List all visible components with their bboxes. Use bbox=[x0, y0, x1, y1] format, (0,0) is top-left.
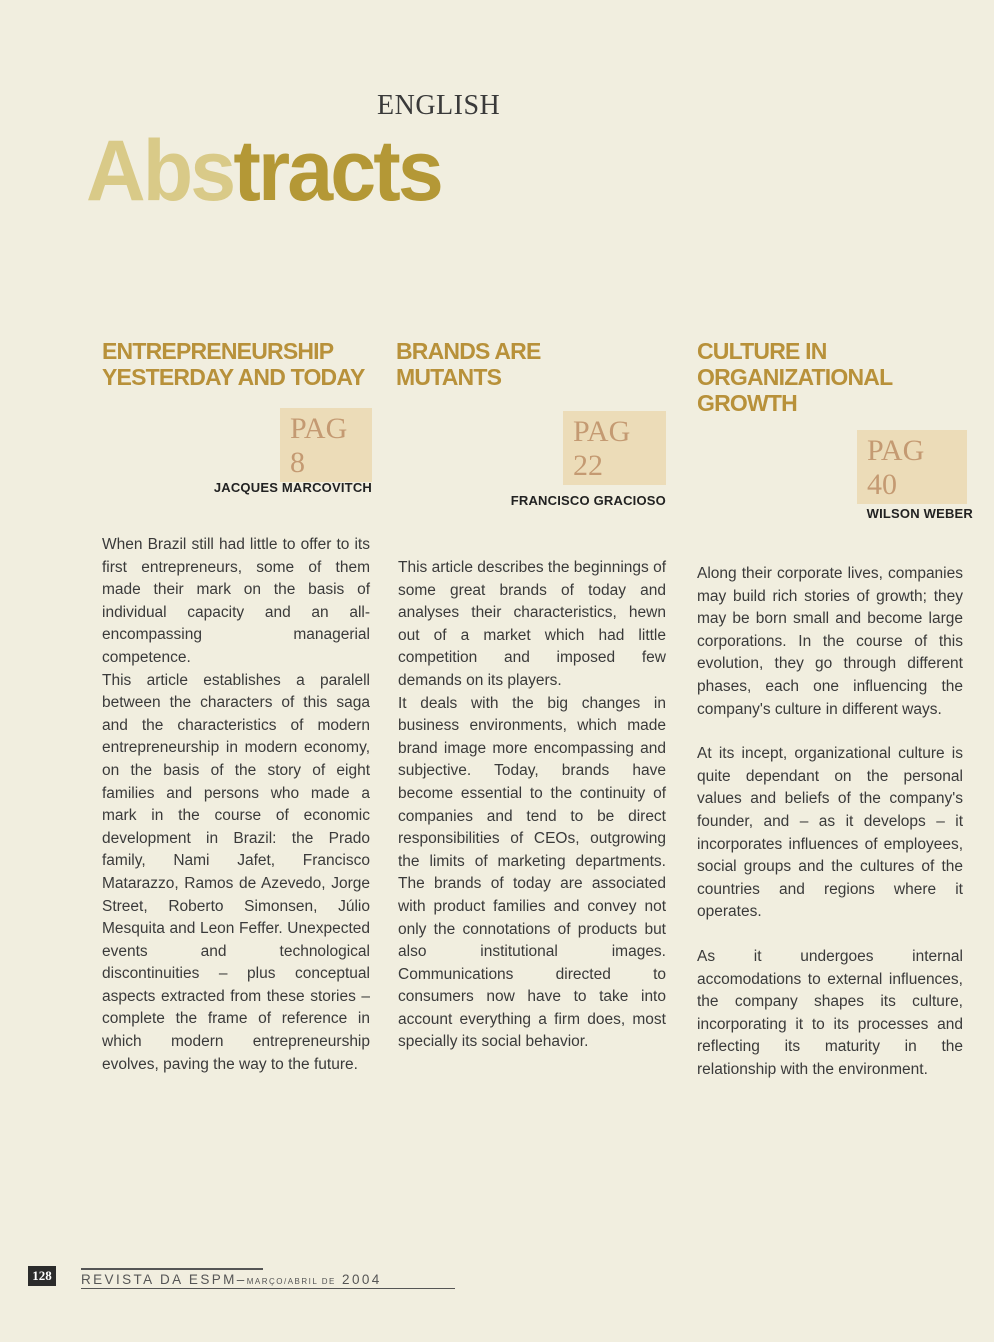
issue-year: 2004 bbox=[342, 1272, 382, 1287]
page-title-light: Abs bbox=[86, 123, 234, 219]
issue-months: MARÇO/ABRIL DE bbox=[246, 1277, 336, 1286]
author-name: JACQUES MARCOVITCH bbox=[213, 480, 372, 495]
article-title bbox=[697, 338, 967, 416]
page-title bbox=[86, 123, 441, 219]
article-title-line: ENTREPRENEURSHIP bbox=[102, 338, 334, 364]
article-title-line: YESTERDAY AND TODAY bbox=[102, 364, 365, 390]
article-column-2 bbox=[396, 338, 666, 1051]
article-body bbox=[102, 534, 370, 1076]
page-reference[interactable]: PAG 40 bbox=[857, 430, 967, 504]
article-title-line: CULTURE IN bbox=[697, 338, 827, 364]
article-title-line: BRANDS ARE bbox=[396, 338, 541, 364]
paragraph: This article describes the beginnings of some great brands of today and analyses their characteristics, hewn out of a market which had little competition and imposed few demands on its players. bbox=[398, 559, 666, 689]
paragraph: As it undergoes internal accomodations to external influences, the company shapes its culture, incorporating it to its processes and reflecting its maturity in the relationship with the environment. bbox=[697, 947, 963, 1078]
footer-rule bbox=[81, 1268, 263, 1270]
page-reference[interactable]: PAG 22 bbox=[563, 411, 666, 485]
paragraph: Along their corporate lives, companies may build rich stories of growth; they may be born small and become large corporations. In the course of this evolution, they go through different phases, each one influencing the company's culture in different ways. bbox=[697, 565, 963, 718]
article-title-line: ORGANIZATIONAL bbox=[697, 364, 893, 390]
article-column-1 bbox=[102, 338, 372, 1073]
paragraph: At its incept, organizational culture is quite dependant on the personal values and beliefs of the company's founder, and – as it develops – it incorporates influences of employees, social groups and the cultures of the countries and regions where it operates. bbox=[697, 745, 963, 921]
article-column-3 bbox=[697, 338, 973, 1078]
footer-journal bbox=[81, 1272, 455, 1289]
page-reference[interactable]: PAG 8 bbox=[280, 408, 372, 482]
journal-name: REVISTA DA ESPM bbox=[81, 1272, 237, 1287]
page-title-dark: tracts bbox=[233, 123, 441, 219]
page-footer bbox=[28, 1260, 448, 1292]
article-title-line: GROWTH bbox=[697, 390, 797, 416]
article-title bbox=[102, 338, 372, 390]
paragraph: When Brazil still had little to offer to its first entrepreneurs, some of them made their mark on the basis of individual capacity and an all-encompassing managerial competence. bbox=[102, 536, 370, 666]
author-name: FRANCISCO GRACIOSO bbox=[510, 493, 666, 508]
paragraph: This article establishes a paralell between the characters of this saga and the characteristics of modern entrepreneurship in modern economy, on the basis of the story of eight families and persons who made a mark in the course of economic development in Brazil: the Prado family, Nami Jafet, Francisco Matarazzo, Ramos de Azevedo, Jorge Street, Roberto Simonsen, Júlio Mesquita and Leon Feffer. Unexpected events and technological discontinuities – plus conceptual aspects extracted from these stories – complete the frame of reference in which modern entrepreneurship evolves, paving the way to the future. bbox=[102, 671, 370, 1073]
article-body bbox=[398, 557, 666, 1054]
author-name: WILSON WEBER bbox=[866, 506, 973, 521]
page-number: 128 bbox=[28, 1266, 56, 1286]
article-title-line: MUTANTS bbox=[396, 364, 502, 390]
article-title bbox=[396, 338, 666, 390]
footer-separator: – bbox=[236, 1272, 247, 1287]
article-body bbox=[697, 563, 963, 1081]
section-label: ENGLISH bbox=[377, 90, 501, 121]
paragraph: It deals with the big changes in business environments, which made brand image more encompassing and subjective. Today, brands have become essential to the continuity of companies and tend to be direct responsibilities of CEOs, outgrowing the limits of marketing departments. The brands of today are associated with product families and convey not only the connotations of products but also institutional images. Communications directed to consumers now have to take into account everything a firm does, most specially its social behavior. bbox=[398, 694, 666, 1051]
